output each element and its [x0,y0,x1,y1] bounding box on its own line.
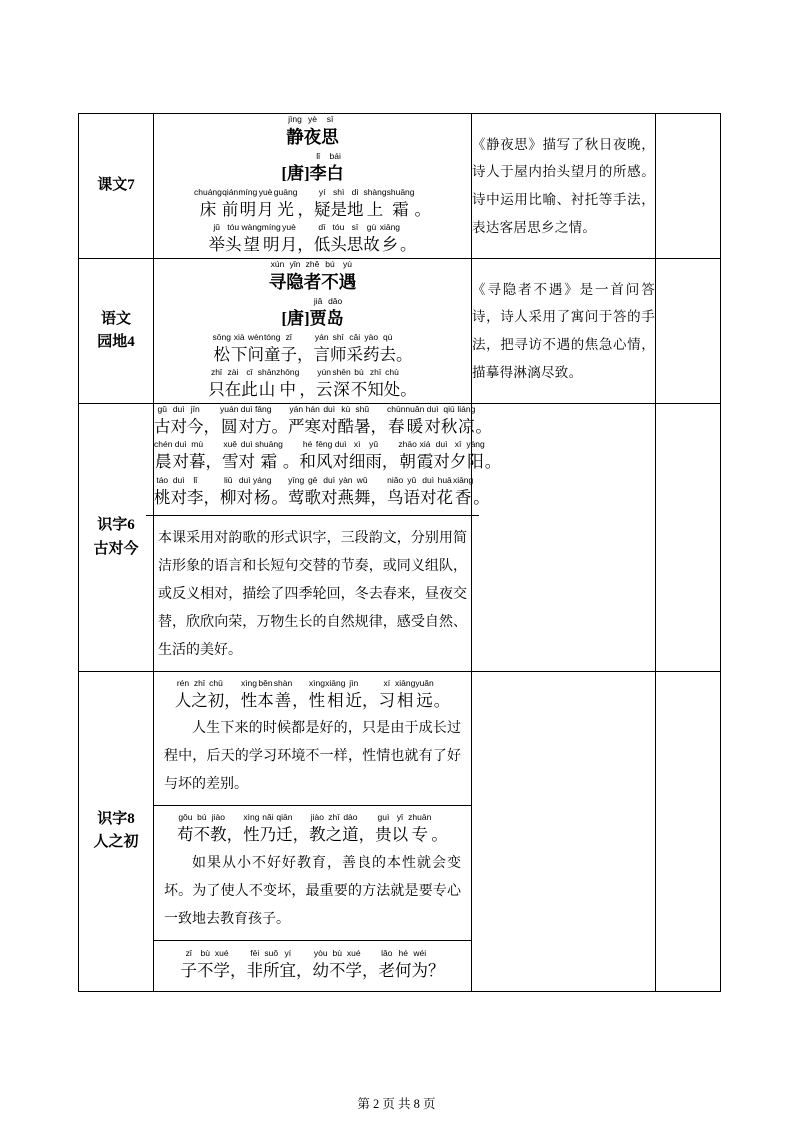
row-blank-cell [656,114,721,259]
pinyin-char-unit: yuè 月 [280,221,298,254]
pinyin-char-unit: qián 前 [221,186,239,219]
pinyin-char-unit: huā 花 [436,474,453,507]
pinyin-char-unit: shì 是 [330,186,347,219]
pinyin-char-unit: dào 道 [342,812,359,845]
pinyin-char-unit: yǐn 隐 [286,259,304,293]
pinyin-char-unit: xiāng 相 [395,677,416,710]
pinyin-char-unit: xìng 性 [308,677,326,710]
pinyin-char-unit: jǔ 举 [208,221,225,254]
pinyin-char-unit: yǐ 以 [391,812,409,845]
pinyin-char-unit: zhī 之 [325,812,343,845]
pinyin-char-unit: bù 不 [350,366,368,399]
pinyin-char-unit: 。 [271,487,288,507]
pinyin-char-unit: gǔ 古 [154,404,171,437]
pinyin-char-unit: shàn 善 [273,677,293,710]
poem-line [154,188,471,221]
pinyin-char-unit: gù 故 [363,221,380,254]
row-notes-shizi8 [472,671,656,991]
row-label-line: 人之初 [93,834,139,851]
row-blank-cell [656,671,721,991]
row-label-shizi8 [79,671,154,991]
table-row [79,114,721,259]
pinyin-char-unit: yí 疑 [313,186,331,219]
pinyin-char-unit: zhǐ 只 [208,366,225,399]
pinyin-char-unit: xī 夕 [449,439,467,472]
row-blank-cell [656,259,721,404]
pinyin-char-unit: duì 对 [238,404,255,437]
pinyin-char-unit: shàng 上 [363,186,387,219]
pinyin-char-unit: 。 [271,417,288,437]
pinyin-char-unit: xí 习 [378,677,395,710]
pinyin-char-unit: ， [205,452,222,472]
pinyin-char-unit: 。 [395,344,413,364]
table-row [79,259,721,404]
pinyin-char-unit: ， [370,417,387,437]
pinyin-char-unit: sōng 松 [212,331,231,364]
pinyin-char-unit: liǔ 柳 [220,474,237,507]
pinyin-char-unit: míng 明 [238,186,258,219]
pinyin-char-unit: dì 地 [346,186,364,219]
verse-line [162,949,463,982]
pinyin-char-unit: fēi 非 [246,947,263,980]
pinyin-char-unit: wéi 为 [411,947,428,980]
table-row [79,671,721,991]
pinyin-char-unit: ， [230,960,247,980]
lesson-explanation-block [146,515,479,671]
pinyin-char-unit: xìng 性 [243,812,260,845]
pinyin-char-unit: duì 对 [236,474,253,507]
pinyin-char-unit: xué 学 [213,947,230,980]
pinyin-char-unit: qiān 迁 [276,812,293,845]
pinyin-char-unit: zhuān 专 [408,812,432,845]
pinyin-char-unit: duì 对 [170,404,187,437]
pinyin-char-unit: sī 思 [346,221,364,254]
note-text: 《静夜思》描写了秋日夜晚，诗人于屋内抬头望月的所感。诗中运用比喻、衬托等手法，表达客居思乡之情。 [472,136,655,235]
pinyin-char-unit: jiǎ 贾 [309,295,327,328]
pinyin-char-unit: yào 药 [362,331,380,364]
pinyin-char-unit: bái 白 [326,150,344,183]
pinyin-char-unit: duì 对 [332,439,349,472]
pinyin-char-unit: yáng 杨 [253,474,272,507]
pinyin-char-unit: ， [362,690,379,710]
pinyin-char-unit: xiá 霞 [416,439,434,472]
row-label-yuwenyuandi4 [79,259,154,404]
pinyin-char-unit: chū 初 [207,677,225,710]
pinyin-char-unit: cǐ 此 [241,366,258,399]
pinyin-char-unit: yí 宜 [279,947,296,980]
pinyin-char-unit: kù 酷 [337,404,354,437]
pinyin-char-unit: guāng 光 [273,186,298,219]
pinyin-char-unit: zhāo 朝 [398,439,417,472]
pinyin-char-unit: shēn 深 [332,366,351,399]
pinyin-char-unit: cǎi 采 [346,331,363,364]
verse-line [162,679,463,712]
pinyin-char-unit: hé 何 [395,947,412,980]
pinyin-char-unit: 。 [473,487,490,507]
pinyin-char-unit: xué 学 [345,947,362,980]
poem-author-jiadao [154,297,471,331]
verse-block [154,672,471,805]
verse-explanation: 如果从小不好好教育，善良的本性就会变坏。为了使人不变坏，最重要的方法就是要专心一致地去教育孩子。 [164,855,461,927]
poem-author-libai [154,152,471,186]
pinyin-char-unit: xìng 性 [240,677,258,710]
pinyin-char-unit: yuán 圆 [220,404,239,437]
pinyin-char-unit: 。 [431,825,448,845]
pinyin-char-unit: ， [203,487,220,507]
pinyin-char-unit: liáng 凉 [457,404,476,437]
pinyin-char-unit: duì 对 [419,474,437,507]
lesson-table [78,113,721,992]
pinyin-char-unit: shuāng 霜 [386,186,415,219]
pinyin-char-unit: fāng 方 [254,404,272,437]
pinyin-char-unit: yòu 幼 [312,947,329,980]
row-label-shizi6 [79,404,154,672]
pinyin-char-unit: ， [292,690,309,710]
pinyin-char-unit: lǐ 李 [309,150,327,183]
pinyin-char-unit: yáng 阳 [466,439,485,472]
pinyin-char-unit: chén 晨 [154,439,173,472]
pinyin-char-unit: wǔ 舞 [353,474,371,507]
pinyin-char-unit: rén 人 [174,677,192,710]
pinyin-char-unit: bú 不 [193,812,211,845]
poem-title-xunyinzhebuyu [154,260,471,295]
pinyin-char-unit: ， [381,452,399,472]
pinyin-char-unit: ， [297,199,314,219]
pinyin-char-unit: ， [297,234,314,254]
row-content-kewen7 [154,114,472,259]
pinyin-char-unit: xì 细 [348,439,366,472]
row-label-kewen7 [79,114,154,259]
pinyin-char-unit: ， [292,825,310,845]
pinyin-char-unit: ， [226,825,244,845]
pinyin-char-unit: qù 去 [379,331,396,364]
pinyin-char-unit: dǎo 岛 [326,295,344,328]
pinyin-char-unit: duì 对 [238,439,255,472]
pinyin-char-unit: yàn 燕 [337,474,354,507]
pinyin-char-unit: yán 严 [287,404,305,437]
explanation-text: 本课采用对韵歌的形式识字，三段韵文，分别用简洁形象的语言和长短句交替的节奏，或同义组队，或反义相对，描绘了四季轮回，冬去春来，昼夜交替，欣欣向荣，万物生长的自然规律，感受自然、生活的美好。 [158,530,467,658]
pinyin-char-unit: chù 处 [383,366,401,399]
pinyin-char-unit: wèn 问 [247,331,264,364]
pinyin-char-unit: yuǎn 远 [415,677,434,710]
pinyin-char-unit: jīn 今 [187,404,204,437]
row-content-yuwenyuandi4 [154,259,472,404]
pinyin-char-unit: xún 寻 [268,259,287,293]
pinyin-char-unit: lǐ 李 [187,474,204,507]
pinyin-char-unit: yǔ 语 [403,474,420,507]
row-label-line: 古对今 [93,540,139,557]
pinyin-char-unit: míng 明 [261,221,281,254]
pinyin-char-unit: chuáng 床 [194,186,222,219]
pinyin-char-unit: suǒ 所 [263,947,280,980]
pinyin-char-unit: 。 [414,199,431,219]
pinyin-char-unit: jìng 静 [286,114,304,147]
pinyin-char-unit: ？ [428,960,445,980]
pinyin-char-unit: niǎo 鸟 [386,474,404,507]
pinyin-char-unit: bú 不 [321,259,339,293]
pinyin-char-unit: ， [362,960,379,980]
pinyin-char-unit: mù 暮 [188,439,206,472]
pinyin-char-unit: chūn 春 [386,404,406,437]
pinyin-char-unit: qiū 秋 [440,404,458,437]
pinyin-char-unit: zhī 知 [367,366,384,399]
table-row [79,404,721,672]
pinyin-char-unit: xiāng 乡 [379,221,401,254]
rhyme-line [154,404,492,438]
pinyin-char-unit: ， [203,417,220,437]
pinyin-char-unit: gē 歌 [304,474,321,507]
pinyin-char-unit: xiāng 香 [452,474,474,507]
pinyin-char-unit: yù 遇 [338,259,357,293]
pinyin-char-unit: duì 对 [170,474,187,507]
pinyin-char-unit: tóng 童 [263,331,281,364]
note-text: 《寻隐者不遇》是一首问答诗，诗人采用了寓问于答的手法，把寻访不遇的焦急心情，描摹得淋漓尽致。 [472,281,655,380]
verse-block [154,940,471,991]
pinyin-char-unit: ， [224,690,241,710]
pinyin-char-unit: ， [299,379,316,399]
row-label-line: 识字6 [97,517,135,534]
pinyin-char-unit: [唐] [281,163,310,183]
pinyin-char-unit: 。 [433,690,451,710]
pinyin-char-unit: táo 桃 [154,474,171,507]
pinyin-char-unit: bù 不 [329,947,346,980]
pinyin-char-unit: tóu 头 [224,221,242,254]
pinyin-char-unit: běn 本 [257,677,274,710]
pinyin-char-unit: 。 [475,417,492,437]
poem-title-jingyesi [154,115,471,150]
pinyin-char-unit: ， [296,960,313,980]
pinyin-char-unit: 。 [282,452,300,472]
pinyin-char-unit: shī 师 [329,331,347,364]
pinyin-char-unit: yuè 月 [257,186,274,219]
pinyin-char-unit: zhōng 中 [276,366,300,399]
pinyin-char-unit: zǐ 子 [280,331,297,364]
pinyin-char-unit: yán 言 [313,331,330,364]
pinyin-char-unit: xià 下 [230,331,248,364]
pinyin-char-unit: 。 [484,452,502,472]
pinyin-char-unit: sī 思 [321,114,339,147]
pinyin-char-unit: shǔ 暑 [353,404,371,437]
pinyin-char-unit: hán 寒 [304,404,321,437]
pinyin-char-unit: 。 [400,379,417,399]
pinyin-char-unit: dī 低 [313,221,331,254]
pinyin-char-unit: lǎo 老 [378,947,395,980]
pinyin-char-unit: shuāng 霜 [254,439,283,472]
pinyin-char-unit: zǐ 子 [180,947,197,980]
row-blank-cell [656,404,721,672]
pinyin-char-unit: bù 不 [197,947,214,980]
pinyin-char-unit: gǒu 苟 [177,812,194,845]
pinyin-char-unit: zhī 之 [191,677,208,710]
pinyin-char-unit: yè 夜 [303,114,322,147]
row-notes-yuwenyuandi4 [472,259,656,404]
pinyin-char-unit: xuě 雪 [221,439,239,472]
row-label-text: 课文7 [97,177,135,194]
verse-block [154,805,471,939]
pinyin-char-unit: yún 云 [315,366,333,399]
pinyin-char-unit: jiào 教 [210,812,227,845]
table-body [79,114,721,992]
pinyin-char-unit: ， [370,487,387,507]
row-label-line: 园地4 [97,334,135,351]
pinyin-char-unit: jiào 教 [309,812,326,845]
pinyin-char-unit: ， [296,344,314,364]
row-content-shizi6 [154,404,502,672]
poem-line [154,333,471,366]
pinyin-char-unit: jìn 近 [345,677,362,710]
pinyin-char-unit: 。 [400,234,417,254]
page-footer: 第 2 页 共 8 页 [357,1097,436,1111]
pinyin-char-unit: zhě 者 [303,259,322,293]
pinyin-char-unit: [唐] [281,308,310,328]
pinyin-char-unit: duì 对 [172,439,189,472]
row-label-line: 识字8 [97,811,135,828]
pinyin-char-unit: wàng 望 [241,221,262,254]
verse-line [162,813,463,846]
row-content-shizi8 [154,671,472,991]
row-notes-kewen7 [472,114,656,259]
pinyin-char-unit: duì 对 [424,404,441,437]
pinyin-char-unit: fēng 风 [315,439,333,472]
pinyin-char-unit: shān 山 [257,366,277,399]
poem-line [154,368,471,401]
pinyin-char-unit: yīng 莺 [287,474,305,507]
pinyin-char-unit: ， [358,825,376,845]
pinyin-char-unit: nuǎn 暖 [405,404,425,437]
pinyin-char-unit: duì 对 [320,474,338,507]
pinyin-char-unit: hé 和 [299,439,316,472]
pinyin-char-unit: duì 对 [433,439,450,472]
poem-line [154,223,471,256]
pinyin-char-unit: yǔ 雨 [365,439,382,472]
verse-explanation: 人生下来的时候都是好的，只是由于成长过程中，后天的学习环境不一样，性情也就有了好与坏的差别。 [164,721,461,793]
pinyin-char-unit: xiāng 相 [325,677,346,710]
pinyin-char-unit: duì 对 [320,404,338,437]
pinyin-char-unit: guì 贵 [375,812,392,845]
rhyme-line [154,439,502,473]
row-label-line: 语文 [100,310,131,327]
pinyin-char-unit: nǎi 乃 [259,812,277,845]
pinyin-char-unit: tóu 头 [330,221,347,254]
pinyin-char-unit: zài 在 [224,366,242,399]
rhyme-line [154,474,490,509]
